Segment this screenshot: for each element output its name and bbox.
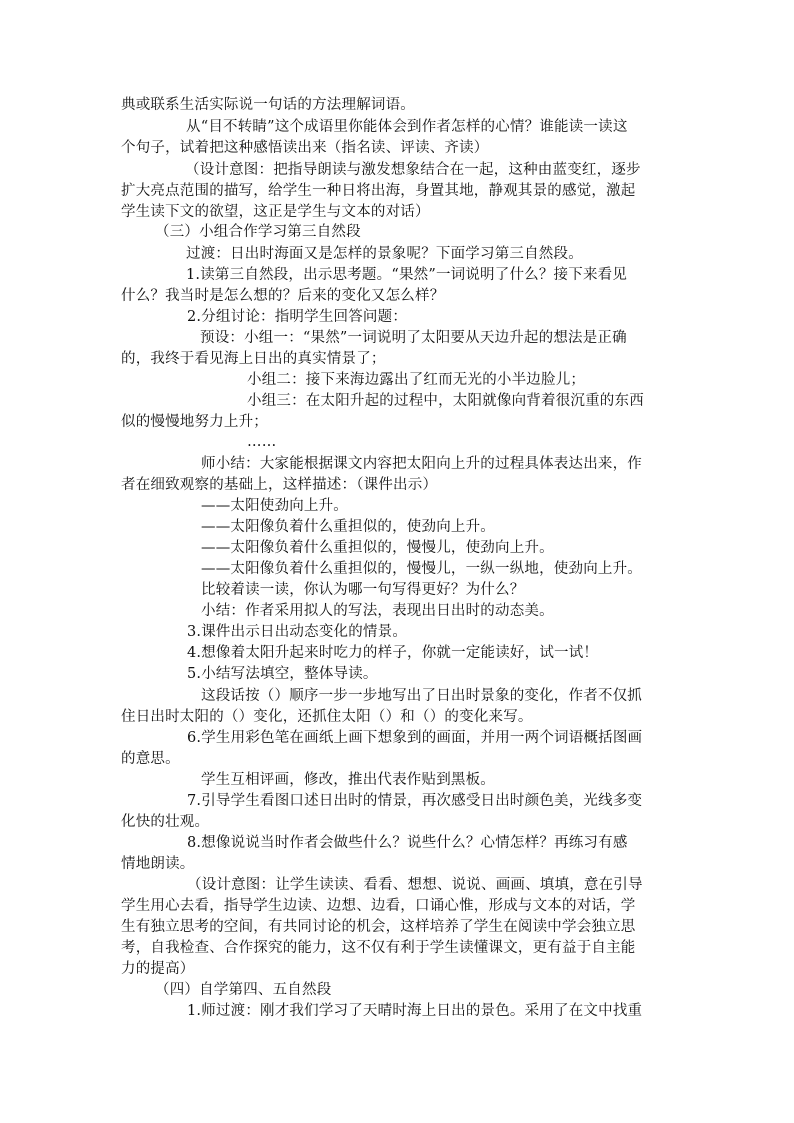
design-intent-line: 生有独立思考的空间，有共同讨论的机会，这样培养了学生在阅读中学会独立思 — [121, 919, 636, 935]
design-intent-line: 学生读下文的欲望，这正是学生与文本的对话） — [121, 204, 430, 220]
text-line: 1.读第三自然段，出示思考题。“果然”一词说明了什么？接下来看见 — [186, 267, 628, 283]
text-line: 3.课件出示日出动态变化的情景。 — [187, 624, 408, 640]
text-line: 情地朗读。 — [121, 856, 195, 872]
text-line: 的意思。 — [121, 751, 180, 767]
text-line: 从“目不转睛”这个成语里你能体会到作者怎样的心情？谁能读一读这 — [186, 119, 628, 135]
section-heading: （三）小组合作学习第三自然段 — [155, 224, 361, 240]
text-line: 小组三：在太阳升起的过程中，太阳就像向背着很沉重的东西 — [247, 393, 644, 409]
example-sentence: ——太阳使劲向上升。 — [201, 498, 348, 514]
example-sentence: ——太阳像负着什么重担似的，慢慢儿，使劲向上升。 — [201, 540, 554, 556]
design-intent-line: 学生用心去看，指导学生边读、边想、边看，口诵心惟，形成与文本的对话，学 — [121, 898, 636, 914]
text-line: 似的慢慢地努力上升； — [121, 414, 268, 430]
text-line: 者在细致观察的基础上，这样描述：（课件出示） — [121, 477, 438, 493]
design-intent-line: 力的提高） — [121, 961, 195, 977]
design-intent-line: （设计意图：让学生读读、看看、想想、说说、画画、填填，意在引导 — [187, 877, 643, 893]
text-line: 4.想像着太阳升起来时吃力的样子，你就一定能读好，试一试！ — [187, 645, 599, 661]
design-intent-line: （设计意图：把指导朗读与激发想象结合在一起，这种由蓝变红，逐步 — [185, 162, 641, 178]
text-line: 什么？我当时是怎么想的？后来的变化又怎么样？ — [121, 288, 445, 304]
text-line: 预设：小组一：“果然”一词说明了太阳要从天边升起的想法是正确 — [200, 330, 627, 346]
text-line: 典或联系生活实际说一句话的方法理解词语。 — [121, 97, 415, 113]
section-heading: （四）自学第四、五自然段 — [155, 982, 332, 998]
text-line: 个句子，试着把这种感悟读出来（指名读、评读、齐读） — [121, 140, 489, 156]
text-line: 学生互相评画，修改，推出代表作贴到黑板。 — [201, 772, 495, 788]
text-line: 7.引导学生看图口述日出时的情景，再次感受日出时颜色美，光线多变 — [187, 793, 643, 809]
design-intent-line: 考，自我检查、合作探究的能力，这不仅有利于学生读懂课文，更有益于自主能 — [121, 940, 636, 956]
example-sentence: ——太阳像负着什么重担似的，慢慢儿，一纵一纵地，使劲向上升。 — [201, 561, 642, 577]
text-line: 比较着读一读，你认为哪一句写得更好？为什么？ — [201, 582, 525, 598]
example-sentence: ——太阳像负着什么重担似的，使劲向上升。 — [201, 519, 495, 535]
text-line: 师小结：大家能根据课文内容把太阳向上升的过程具体表达出来，作 — [201, 456, 642, 472]
text-line: 的，我终于看见海上日出的真实情景了； — [121, 351, 386, 367]
ellipsis-line: …… — [247, 434, 277, 450]
text-line: 化快的壮观。 — [121, 814, 210, 830]
text-line: 过渡：日出时海面又是怎样的景象呢？下面学习第三自然段。 — [186, 246, 583, 262]
text-line: 小结：作者采用拟人的写法，表现出日出时的动态美。 — [201, 603, 554, 619]
text-line: 1.师过渡：刚才我们学习了天晴时海上日出的景色。采用了在文中找重 — [187, 1003, 643, 1019]
text-line: 8.想像说说当时作者会做些什么？说些什么？心情怎样？再练习有感 — [187, 835, 628, 851]
text-line: 小组二：接下来海边露出了红而无光的小半边脸儿； — [247, 372, 586, 388]
design-intent-line: 扩大亮点范围的描写，给学生一种日将出海，身置其地，静观其景的感觉，激起 — [121, 183, 636, 199]
text-line: 这段话按（）顺序一步一步地写出了日出时景象的变化，作者不仅抓 — [201, 688, 642, 704]
text-line: 2.分组讨论：指明学生回答问题： — [187, 309, 408, 325]
text-line: 5.小结写法填空，整体导读。 — [187, 666, 378, 682]
text-line: 住日出时太阳的（）变化，还抓住太阳（）和（）的变化来写。 — [121, 709, 533, 725]
text-line: 6.学生用彩色笔在画纸上画下想象到的画面，并用一两个词语概括图画 — [187, 730, 643, 746]
